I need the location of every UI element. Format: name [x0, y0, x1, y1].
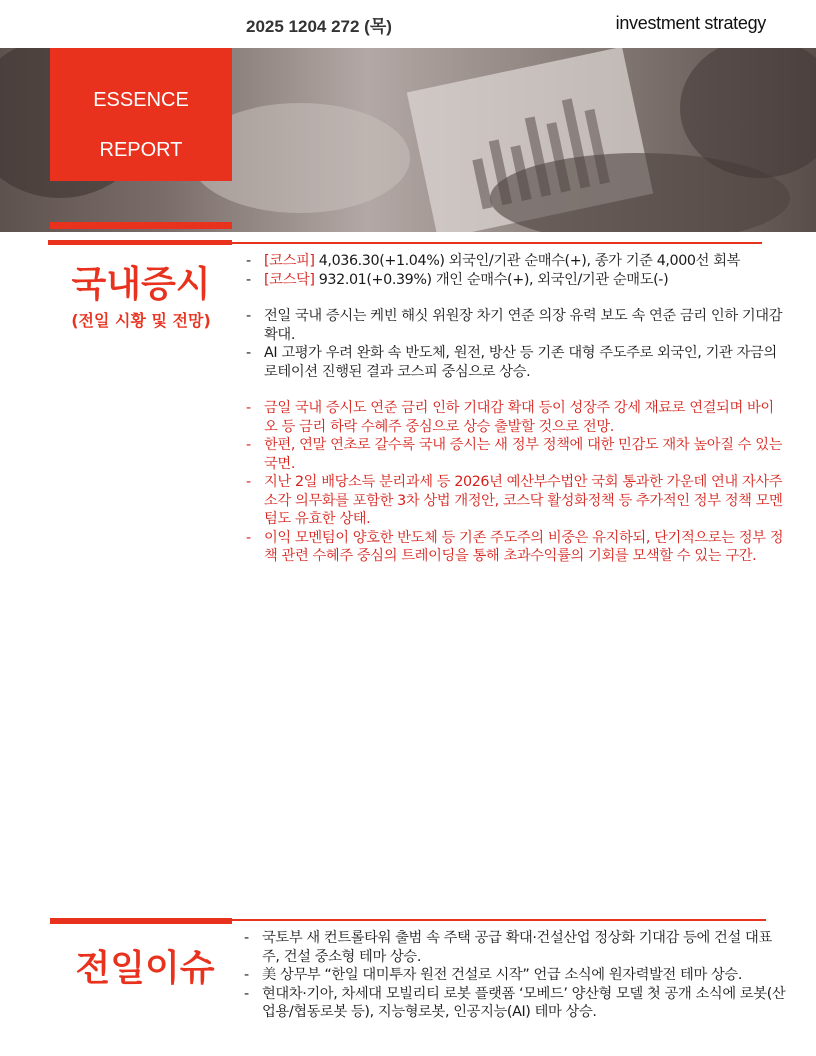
section-divider-line: [232, 242, 762, 244]
kosdaq-text: 932.01(+0.39%) 개인 순매수(+), 외국인/기관 순매도(-): [314, 271, 669, 288]
list-item-issue: - 현대차·기아, 차세대 모빌리티 로봇 플랫폼 ‘모베드’ 양산형 모델 첫 공개 소식에 로봇(산업용/협동로봇 등), 지능형로봇, 인공지능(AI) 테마 상승.: [244, 985, 789, 1022]
domestic-market-list: [246, 252, 786, 566]
list-item-review: - AI 고평가 우려 완화 속 반도체, 원전, 방산 등 기존 대형 주도주로 외국인, 기관 자금의 로테이션 진행된 결과 코스피 중심으로 상승.: [246, 344, 786, 381]
issues-divider-line: [232, 919, 766, 921]
list-item-review: - 전일 국내 증시는 케빈 해싯 위원장 차기 연준 의장 유력 보도 속 연준 금리 인하 기대감 확대.: [246, 307, 786, 344]
header-banner-photo: [0, 48, 816, 232]
domestic-section-title: 국내증시: [71, 264, 211, 305]
list-item-issue: - 국토부 새 컨트롤타워 출범 속 주택 공급 확대·건설산업 정상화 기대감 등에 건설 대표주, 건설 중소형 테마 상승.: [244, 929, 789, 966]
issues-list: [244, 929, 789, 1022]
list-item-outlook: - 금일 국내 증시도 연준 금리 인하 기대감 확대 등이 성장주 강세 재료로 연결되며 바이오 등 금리 하락 수혜주 중심으로 상승 출발할 것으로 전망.: [246, 399, 786, 436]
list-item-kosdaq: [246, 271, 786, 290]
kospi-tag: [코스피]: [264, 253, 315, 269]
list-item-outlook: - 한편, 연말 연초로 갈수록 국내 증시는 새 정부 정책에 대한 민감도 재차 높아질 수 있는 국면.: [246, 436, 786, 473]
kosdaq-tag: [코스닥]: [264, 271, 315, 288]
report-date: 2025 1204 272 (목): [246, 17, 392, 36]
issues-divider-thick: [50, 918, 232, 924]
list-item-outlook: - 이익 모멘텀이 양호한 반도체 등 기존 주도주의 비중은 유지하되, 단기적으로는 정부 정책 관련 수혜주 중심의 트레이딩을 통해 초과수익률의 기회를 모색할 수 있는 구간.: [246, 529, 786, 566]
section-divider-accent: [48, 240, 232, 245]
badge-line-2: REPORT: [99, 139, 183, 161]
domestic-section-subtitle: (전일 시황 및 전망): [71, 311, 211, 330]
essence-report-badge: [50, 48, 232, 181]
kospi-text: 4,036.30(+1.04%) 외국인/기관 순매수(+), 종가 기준 4,000선 회복: [314, 253, 741, 269]
section-divider-thick: [50, 222, 232, 229]
issues-section-title: 전일이슈: [75, 948, 215, 989]
badge-line-1: ESSENCE: [93, 89, 189, 111]
list-item-issue: - 美 상무부 “한일 대미투자 원전 건설로 시작” 언급 소식에 원자력발전 테마 상승.: [244, 966, 789, 985]
list-item-kospi: [246, 252, 786, 271]
report-category: investment strategy: [615, 13, 766, 33]
list-item-outlook: - 지난 2일 배당소득 분리과세 등 2026년 예산부수법안 국회 통과한 가운데 연내 자사주 소각 의무화를 포함한 3차 상법 개정안, 코스닥 활성화정책 등 추가적인 정부 정책 모멘텀도 유효한 상태.: [246, 473, 786, 529]
